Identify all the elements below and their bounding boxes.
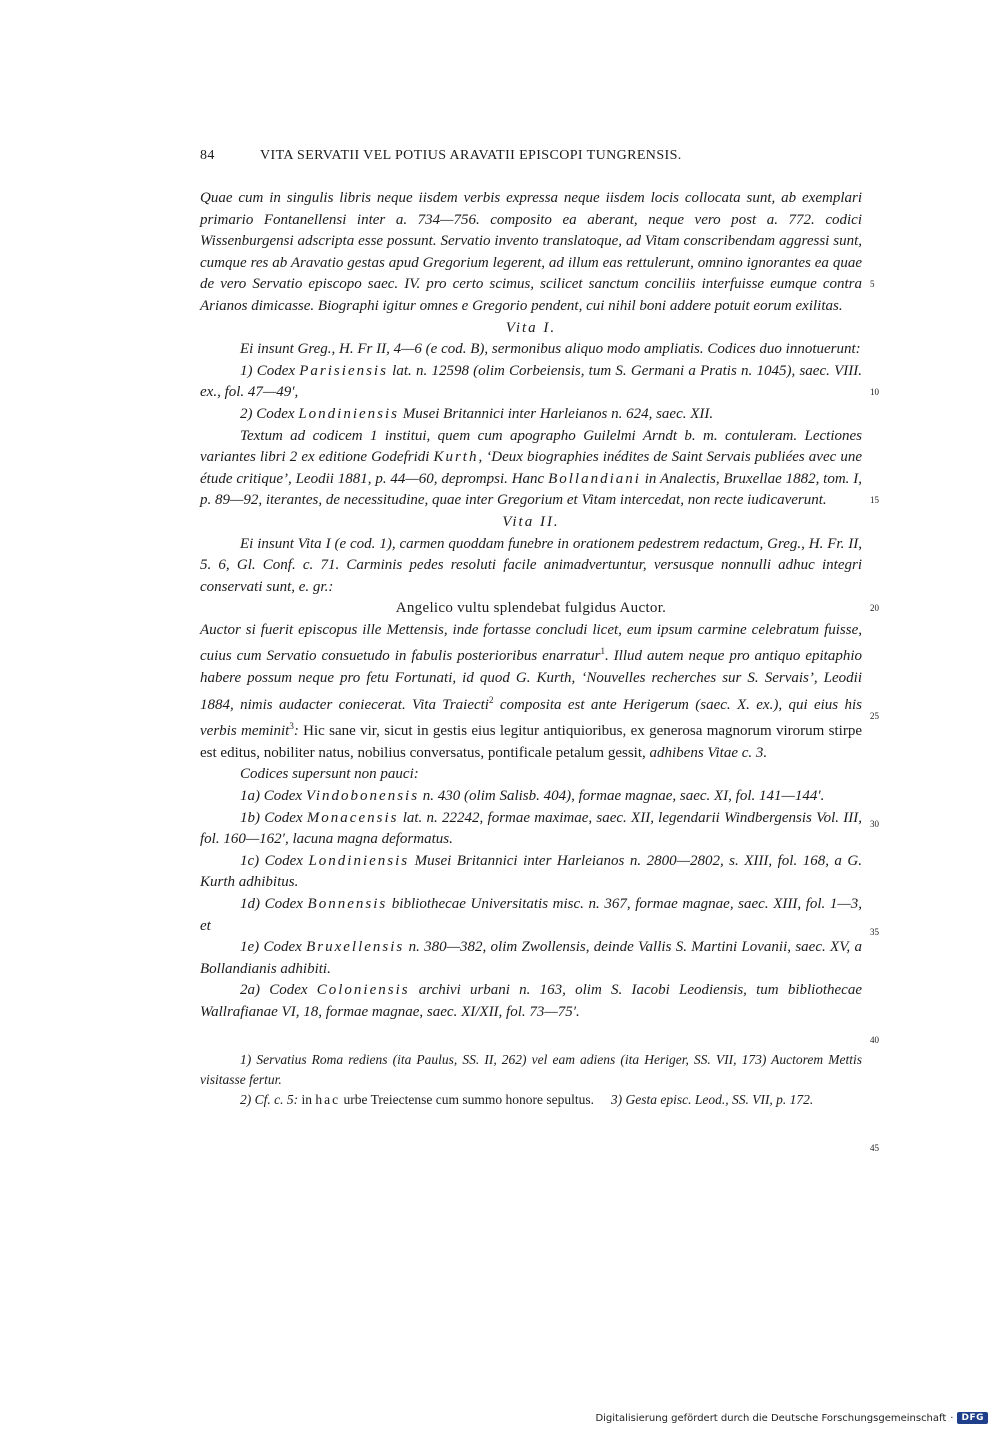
codex-name: Parisiensis xyxy=(299,362,388,379)
codex-entry xyxy=(200,894,862,937)
line-number: 10 xyxy=(870,387,879,397)
author-name: Bollandiani xyxy=(548,470,641,487)
codex-label: 1b) Codex xyxy=(240,809,307,826)
codex-name: Bonnensis xyxy=(307,896,388,912)
codex-entry xyxy=(200,808,862,851)
line-number: 5 xyxy=(870,279,875,289)
codex-description: lat. n. 22242, formae maximae, saec. XII, legendarii Windbergensis Vol. III, fol. 160—162′, lacuna magna deformatus. xyxy=(200,809,862,848)
codex-name: Londiniensis xyxy=(298,405,400,422)
credit-text: Digitalisierung gefördert durch die Deutsche Forschungsgemeinschaft xyxy=(595,1412,947,1424)
codex-description: n. 380—382, olim Zwollensis, deinde Vallis S. Martini Lovanii, saec. XV, a Bollandianis adhibiti. xyxy=(200,939,862,977)
footnote-marker: 3 xyxy=(289,721,294,732)
codex-description: Musei Britannici inter Harleianos n. 624, saec. XII. xyxy=(399,405,714,422)
vita2-heading: Vita II. xyxy=(502,513,560,530)
page xyxy=(200,148,879,1153)
codices-intro: Codices supersunt non pauci: xyxy=(240,766,419,783)
codex-description: n. 430 (olim Salisb. 404), formae magnae, saec. XI, fol. 141—144′. xyxy=(419,788,825,805)
text-span: Auctor si fuerit episcopus ille Mettensis, inde fortasse concludi licet, eum ipsum carmine celebratum fuisse, cuius cum Servatio consuetudo in fabulis posterioribus enarratur xyxy=(200,621,862,665)
running-header xyxy=(200,148,862,172)
codex-entry xyxy=(200,361,862,404)
footnote-marker: 2 xyxy=(488,694,494,705)
codex-description: archivi urbani n. 163, olim S. Iacobi Leodiensis, tum bibliothecae Wallrafianae VI, 18, formae magnae, saec. XI/XII, fol. 73—75′. xyxy=(200,982,862,1020)
footnote-marker: 1 xyxy=(600,646,605,657)
codex-name: Bruxellensis xyxy=(306,939,405,956)
line-number: 15 xyxy=(870,495,879,505)
digitization-credit: Digitalisierung gefördert durch die Deutsche Forschungsgemeinschaft · DFG xyxy=(595,1412,988,1424)
intro-paragraph: Quae cum in singulis libris neque iisdem verbis expressa neque iisdem locis collocata sunt, ab exemplari primario Fontanellensi inter a. 734—756. composito ea aberant, neque vero post a. 772. codici Wissenburgensi adscripta esse possunt. Servatio invento translatoque, ad Vitam conscribendam aggressi sunt, cumque res ab Aravatio gestas apud Gregorium legerent, ad illum eas rettulerunt, omnino ignorantes ea quae de vero Servatio episcopo saec. IV. pro certo scimus, scilicet sanctum conciliis interfuisse eumque contra Arianos dimicasse. Biographi igitur omnes e Gregorio pendent, cui nihil boni addere potuit eorum exilitas. xyxy=(200,190,862,314)
codex-description: bibliothecae Universitatis misc. n. 367, formae magnae, saec. XIII, fol. 1—3, et xyxy=(200,896,862,934)
codices-list xyxy=(200,786,862,1024)
verse-quote: Angelico vultu splendebat fulgidus Auctor. xyxy=(395,600,667,617)
text-span: , ‘Deux biographies inédites de Saint Servais publiées avec une étude critique’, Leodii 1881, p. 44—60, deprompsi. Hanc xyxy=(200,449,862,487)
codex-entry xyxy=(200,786,862,808)
codex-label: 1a) Codex xyxy=(240,788,306,805)
footnotes xyxy=(200,1050,862,1110)
codex-entry xyxy=(200,937,862,980)
text-span: Textum ad codicem 1 institui, quem cum apographo Guilelmi Arndt b. m. contuleram. Lectiones variantes libri 2 ex editione Godefridi xyxy=(200,427,862,466)
vita2-paragraph: Ei insunt Vita I (e cod. 1), carmen quoddam funebre in orationem pedestrem redactum, Greg., H. Fr. II, 5. 6, Gl. Conf. c. 71. Carminis pedes resoluti facile animadvertuntur, versusque nonnulli adhuc integri conservati sunt, e. gr.: xyxy=(200,535,862,595)
codex-entry xyxy=(200,851,862,894)
line-number: 35 xyxy=(870,927,879,937)
codex-label: 1c) Codex xyxy=(240,852,309,869)
text-span: : xyxy=(293,723,304,740)
codex-label: 1d) Codex xyxy=(240,896,308,912)
footnote-2-3 xyxy=(200,1090,862,1110)
line-number: 30 xyxy=(870,819,879,829)
codex-entry xyxy=(200,404,862,426)
dfg-logo: DFG xyxy=(957,1412,988,1424)
codex-name: Vindobonensis xyxy=(305,788,420,805)
codex-description: lat. n. 12598 (olim Corbeiensis, tum S. Germani a Pratis n. 1045), saec. VIII. ex., fol. 47—49′, xyxy=(200,362,862,401)
footnote-1: 1) Servatius Roma rediens (ita Paulus, SS. II, 262) vel eam adiens (ita Heriger, SS. VII, 173) Auctorem Mettis visitasse fertur. xyxy=(200,1051,862,1087)
codex-label: 2) Codex xyxy=(240,405,299,422)
codex-label: 2a) Codex xyxy=(240,982,317,999)
quoted-text: Hic sane vir, sicut in gestis eius legitur antiquioribus, ex generosa magnorum virorum stirpe est editus, nobiliter natus, nobilius conversatus, pontificale petalum gessit xyxy=(200,723,862,761)
text-span: in Analectis, Bruxellae 1882, tom. I, p. 89—92, iterantes, de necessitudine, quae inter Gregorium et Vitam intercedat, non recte iudicaverunt. xyxy=(200,470,862,509)
codex-label: 1e) Codex xyxy=(240,939,307,956)
running-title: VITA SERVATII VEL POTIUS ARAVATII EPISCOPI TUNGRENSIS. xyxy=(260,148,682,163)
emphasized-word: hac xyxy=(315,1091,341,1107)
line-number: 40 xyxy=(870,1035,879,1045)
codex-name: Londiniensis xyxy=(308,852,410,869)
vita1-edition-paragraph xyxy=(200,426,862,512)
author-name: Kurth xyxy=(433,449,479,466)
text-span: , adhibens Vitae c. 3. xyxy=(642,744,768,761)
text-span: 2) Cf. c. 5: xyxy=(240,1091,302,1107)
vita1-heading: Vita I. xyxy=(505,319,557,336)
text-span: . Illud autem neque pro antiquo epitaphio habere possum neque pro fetu Fortunati, id quod G. Kurth, ‘Nouvelles recherches sur S. Servais’, Leodii 1884, nimis audacter coniecerat. Vita Traiecti xyxy=(200,648,862,713)
line-number: 20 xyxy=(870,603,879,613)
vita2-commentary xyxy=(200,620,862,765)
codex-description: Musei Britannici inter Harleianos n. 2800—2802, s. XIII, fol. 168, a G. Kurth adhibitus. xyxy=(200,852,862,891)
vita1-paragraph: Ei insunt Greg., H. Fr II, 4—6 (e cod. B), sermonibus aliquo modo ampliatis. Codices duo innotuerunt: xyxy=(240,341,861,358)
line-number: 25 xyxy=(870,711,879,721)
codex-name: Coloniensis xyxy=(316,982,410,999)
line-number: 45 xyxy=(870,1143,879,1153)
footnote-3: 3) Gesta episc. Leod., SS. VII, p. 172. xyxy=(610,1091,814,1107)
text-span: composita est ante Herigerum (saec. X. ex.), qui eius his verbis meminit xyxy=(200,696,862,740)
codex-name: Monacensis xyxy=(306,809,399,826)
codex-entry xyxy=(200,980,862,1023)
text-span: urbe Treiectense cum summo honore sepultus. xyxy=(340,1091,594,1107)
page-number: 84 xyxy=(200,148,215,163)
text-span: in xyxy=(301,1091,316,1107)
codex-label: 1) Codex xyxy=(240,362,300,379)
